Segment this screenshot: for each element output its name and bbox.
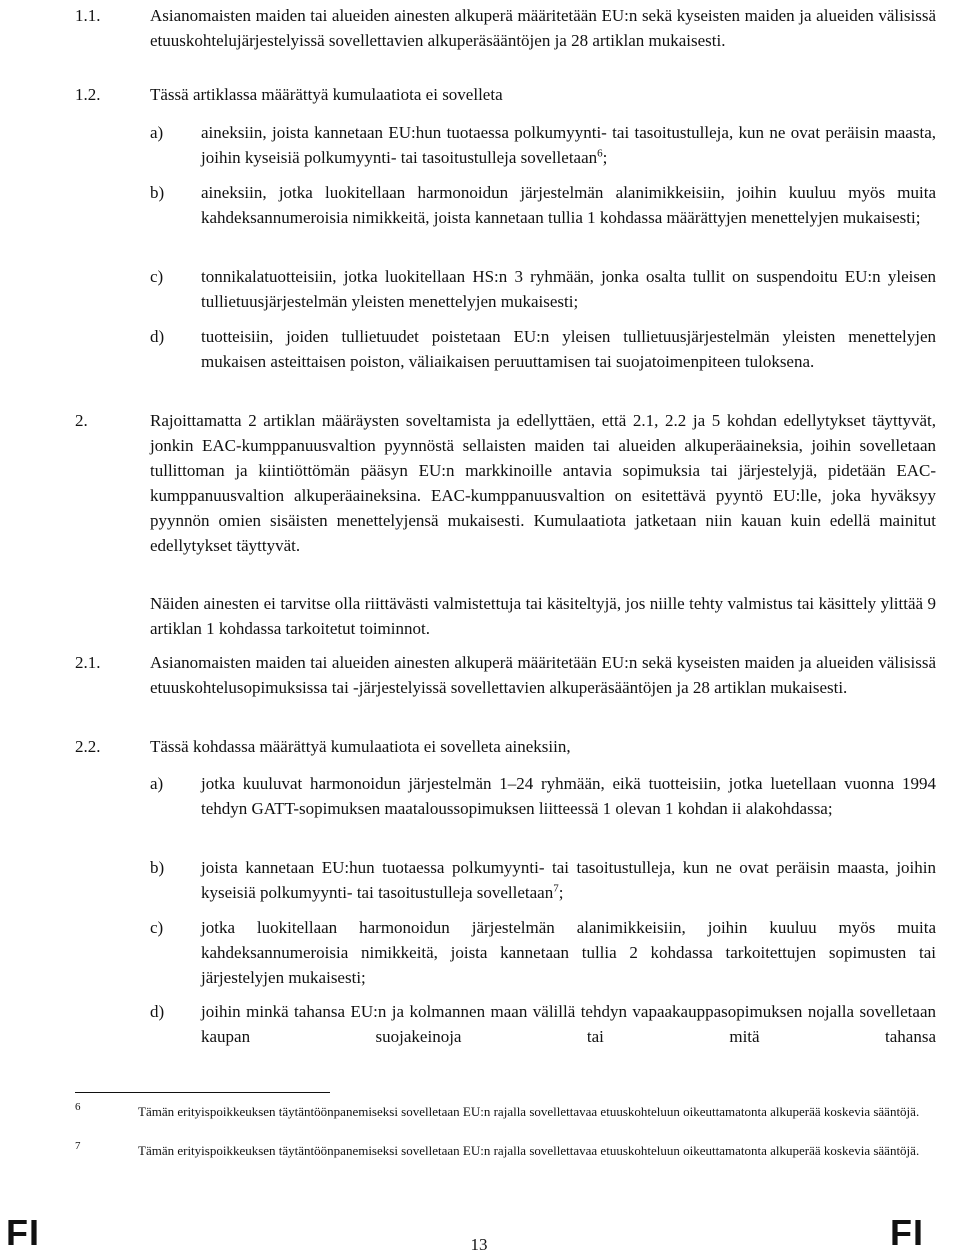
list-item-text: joista kannetaan EU:hun tuotaessa polkumyynti- tai tasoitustulleja, kun ne ovat peräisin maasta, joihin kyseisiä polkumyynti- tai tasoitustulleja sovelletaan (201, 858, 936, 902)
section-paragraph: Näiden ainesten ei tarvitse olla riittävästi valmistettuja tai käsiteltyjä, jos niille tehty valmistus tai käsittely ylittää 9 artiklan 1 kohdassa tarkoitetut toiminnot. (150, 594, 936, 638)
page-number: 13 (470, 1235, 488, 1254)
section-paragraph: Rajoittamatta 2 artiklan määräysten soveltamista ja edellyttäen, että 2.1, 2.2 ja 5 kohdan edellytykset täyttyvät, jonkin EAC-kumppanuusvaltion pyynnöstä sellaisten maiden tai alueiden alkuperäaineksia, joihin sovelletaan tullittoman ja kiintiöttömän pääsyn EU:n markkinoille antavia sopimuksia tai järjestelyjä, pidetään EAC-kumppanuusvaltion alkuperäaineksina. EAC-kumppanuusvaltion on esitettävä pyyntö EU:lle, joka hyväksyy pyynnön omien sisäisten menettelyjensä mukaisesti. Kumulaatiota jatketaan niin kauan kuin edellä mainitut edellytykset täyttyvät. (150, 411, 936, 555)
section-number: 1.1. (75, 6, 101, 25)
list-item-text: joihin minkä tahansa EU:n ja kolmannen maan välillä tehdyn vapaakauppasopimuksen nojalla sovelletaan kaupan suojakeinoja tai mitä tahansa (201, 1002, 936, 1046)
footnote-mark: 7 (75, 1140, 81, 1152)
list-item-label: a) (150, 123, 164, 142)
section-number: 2.2. (75, 737, 101, 756)
list-item-label: a) (150, 774, 164, 793)
footnote-text: Tämän erityispoikkeuksen täytäntöönpanemiseksi sovelletaan EU:n rajalla sovellettavaa etuuskohteluun oikeuttamatonta alkuperää koskevia sääntöjä. (138, 1104, 920, 1119)
list-item-label: c) (150, 267, 164, 286)
list-item-text: tuotteisiin, joiden tullietuudet poistetaan EU:n yleisen tullietuusjärjestelmän yleisten menettelyjen mukaisen asteittaisen poiston, väliaikaisen peruuttamisen tai suojatoimenpiteen tuloksena. (201, 327, 936, 371)
list-item-label: c) (150, 918, 164, 937)
section-paragraph: Asianomaisten maiden tai alueiden ainesten alkuperä määritetään EU:n sekä kyseisten maiden ja alueiden välisissä etuuskohtelujärjestelyissä sovellettavien alkuperäsääntöjen ja 28 artiklan mukaisesti. (150, 6, 936, 50)
list-item-label: b) (150, 858, 165, 877)
list-item-text: aineksiin, jotka luokitellaan harmonoidun järjestelmän alanimikkeisiin, joihin kuuluu myös muita kahdeksannumeroisia nimikkeitä, joista kannetaan tullia 1 kohdassa määrättyjen menettelyjen mukaisesti; (201, 183, 936, 227)
footnote-separator (75, 1092, 330, 1093)
section-paragraph: Tässä kohdassa määrättyä kumulaatiota ei sovelleta aineksiin, (150, 737, 571, 756)
language-code-right: FI (890, 1212, 924, 1253)
footnote-text: Tämän erityispoikkeuksen täytäntöönpanemiseksi sovelletaan EU:n rajalla sovellettavaa etuuskohteluun oikeuttamatonta alkuperää koskevia sääntöjä. (138, 1143, 920, 1158)
list-item-text: jotka luokitellaan harmonoidun järjestelmän alanimikkeisiin, joihin kuuluu myös muita kahdeksannumeroisia nimikkeitä, joista kannetaan tullia 2 kohdassa tarkoitettujen sopimusten tai järjestelyjen mukaisesti; (201, 918, 936, 987)
list-item-text: jotka kuuluvat harmonoidun järjestelmän 1–24 ryhmään, eikä tuotteisiin, jotka luetellaan vuonna 1994 tehdyn GATT-sopimuksen maataloussopimuksen liitteessä 1 olevan 1 kohdan ii alakohdassa; (201, 774, 936, 818)
list-item-text: tonnikalatuotteisiin, jotka luokitellaan HS:n 3 ryhmään, jonka osalta tullit on suspendoitu EU:n yleisen tullietuusjärjestelmän yleisten menettelyjen mukaisesti; (201, 267, 936, 311)
section-number: 2. (75, 411, 88, 430)
footnote-ref[interactable]: 7 (553, 882, 559, 895)
list-item-text: aineksiin, joista kannetaan EU:hun tuotaessa polkumyynti- tai tasoitustulleja, kun ne ovat peräisin maasta, joihin kyseisiä polkumyynti- tai tasoitustulleja sovelletaan (201, 123, 936, 167)
list-item-label: d) (150, 1002, 165, 1021)
list-item (201, 855, 936, 905)
list-item-punct: ; (602, 148, 608, 167)
list-item-label: b) (150, 183, 165, 202)
footnote-ref[interactable]: 6 (597, 147, 603, 160)
section-paragraph: Tässä artiklassa määrättyä kumulaatiota ei sovelleta (150, 85, 503, 104)
language-code-left: FI (6, 1212, 40, 1253)
footnote-mark: 6 (75, 1101, 81, 1113)
section-paragraph: Asianomaisten maiden tai alueiden ainesten alkuperä määritetään EU:n sekä kyseisten maiden ja alueiden välisissä etuuskohtelusopimuksissa tai -järjestelyissä sovellettavien alkuperäsääntöjen ja 28 artiklan mukaisesti. (150, 653, 936, 697)
list-item-punct: ; (558, 883, 564, 902)
section-number: 2.1. (75, 653, 101, 672)
section-number: 1.2. (75, 85, 101, 104)
list-item-label: d) (150, 327, 165, 346)
list-item (201, 120, 936, 170)
